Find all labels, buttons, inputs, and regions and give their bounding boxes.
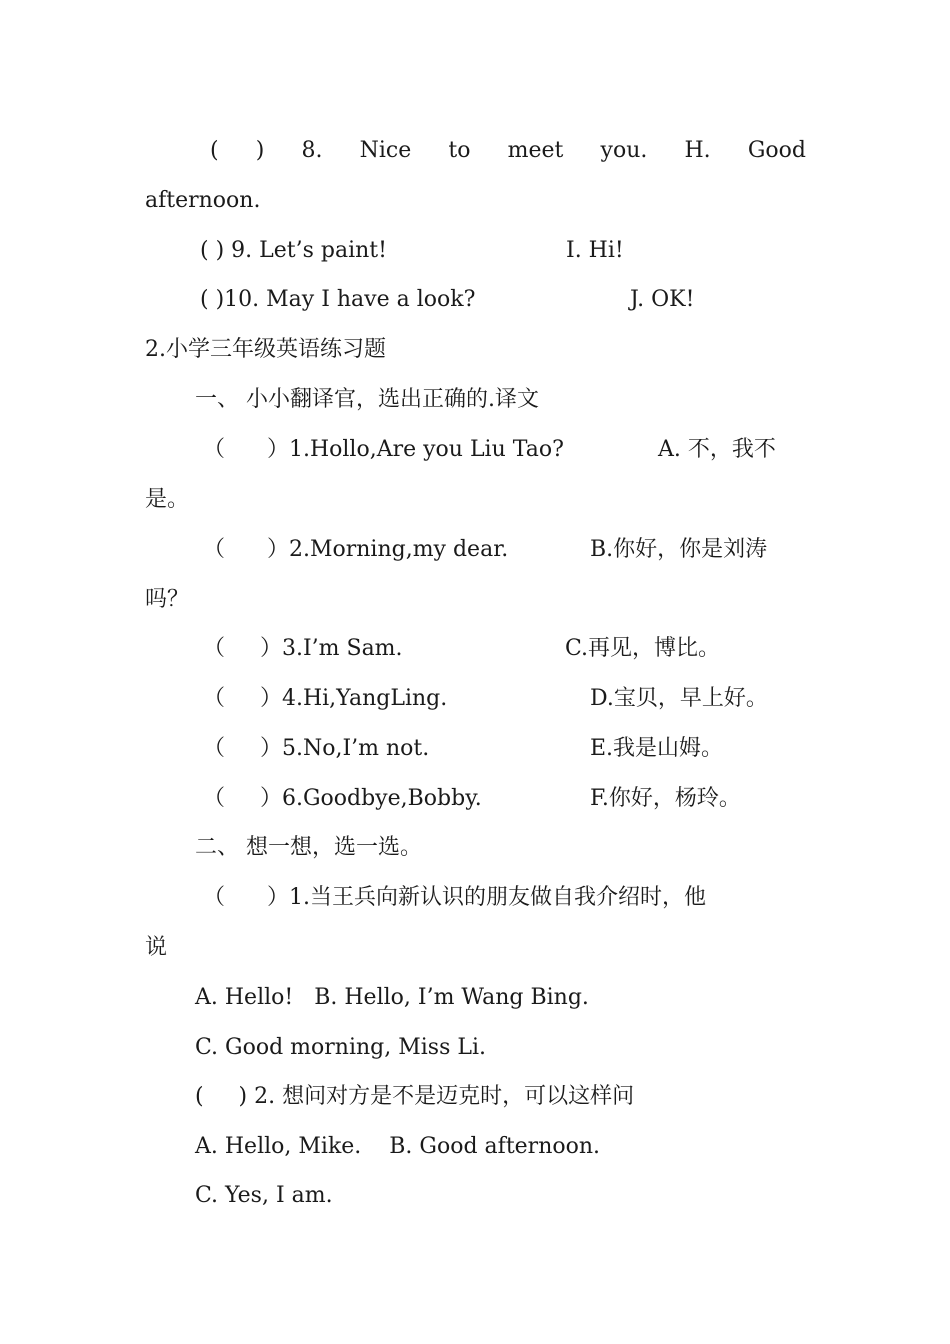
- translation-option-f: F.你好，杨玲。: [590, 786, 741, 811]
- translation-question-1: （ ）1.Hollo,Are you Liu Tao?: [203, 437, 564, 462]
- part-two-heading: 二、 想一想，选一选。: [195, 835, 422, 860]
- option-i: I. Hi!: [566, 238, 624, 263]
- part-one-heading: 一、 小小翻译官，选出正确的.译文: [195, 387, 539, 412]
- bracket-open: (: [210, 138, 219, 163]
- translation-option-c: C.再见，博比。: [565, 636, 721, 661]
- translation-question-2: （ ）2.Morning,my dear.: [203, 537, 509, 562]
- translation-option-d: D.宝贝，早上好。: [590, 686, 768, 711]
- word: Good: [747, 138, 806, 163]
- translation-question-3: （ ）3.I’m Sam.: [203, 636, 403, 661]
- translation-option-a-continuation: 是。: [145, 487, 190, 512]
- choice-question-2-options-ab: A. Hello, Mike. B. Good afternoon.: [195, 1134, 601, 1159]
- question-10: ( )10. May I have a look?: [200, 287, 476, 312]
- question-8-continuation: afternoon.: [145, 188, 261, 213]
- word: you.: [600, 138, 648, 163]
- word: Nice: [359, 138, 412, 163]
- choice-question-1-options-ab: A. Hello! B. Hello, I’m Wang Bing.: [195, 985, 589, 1010]
- word: to: [448, 138, 471, 163]
- question-number: 8.: [301, 138, 323, 163]
- word: meet: [507, 138, 564, 163]
- option-j: J. OK!: [630, 287, 695, 312]
- option-label: H.: [684, 138, 711, 163]
- choice-question-1-option-c: C. Good morning, Miss Li.: [195, 1035, 487, 1060]
- question-9: ( ) 9. Let’s paint!: [200, 238, 387, 263]
- choice-question-2-option-c: C. Yes, I am.: [195, 1183, 333, 1208]
- translation-question-5: （ ）5.No,I’m not.: [203, 736, 430, 761]
- choice-question-2: ( ) 2. 想问对方是不是迈克时，可以这样问: [195, 1084, 635, 1109]
- choice-question-1-continuation: 说: [145, 935, 168, 960]
- translation-option-b-continuation: 吗？: [145, 587, 190, 612]
- question-8-line: [210, 136, 806, 166]
- translation-question-6: （ ）6.Goodbye,Bobby.: [203, 786, 482, 811]
- translation-option-e: E.我是山姆。: [590, 736, 724, 761]
- section-title: 2.小学三年级英语练习题: [145, 337, 386, 362]
- translation-option-a: A. 不，我不: [658, 437, 776, 462]
- bracket-close: ): [255, 138, 265, 163]
- translation-option-b: B.你好，你是刘涛: [590, 537, 768, 562]
- translation-question-4: （ ）4.Hi,YangLing.: [203, 686, 448, 711]
- choice-question-1: （ ）1.当王兵向新认识的朋友做自我介绍时，他: [203, 885, 706, 910]
